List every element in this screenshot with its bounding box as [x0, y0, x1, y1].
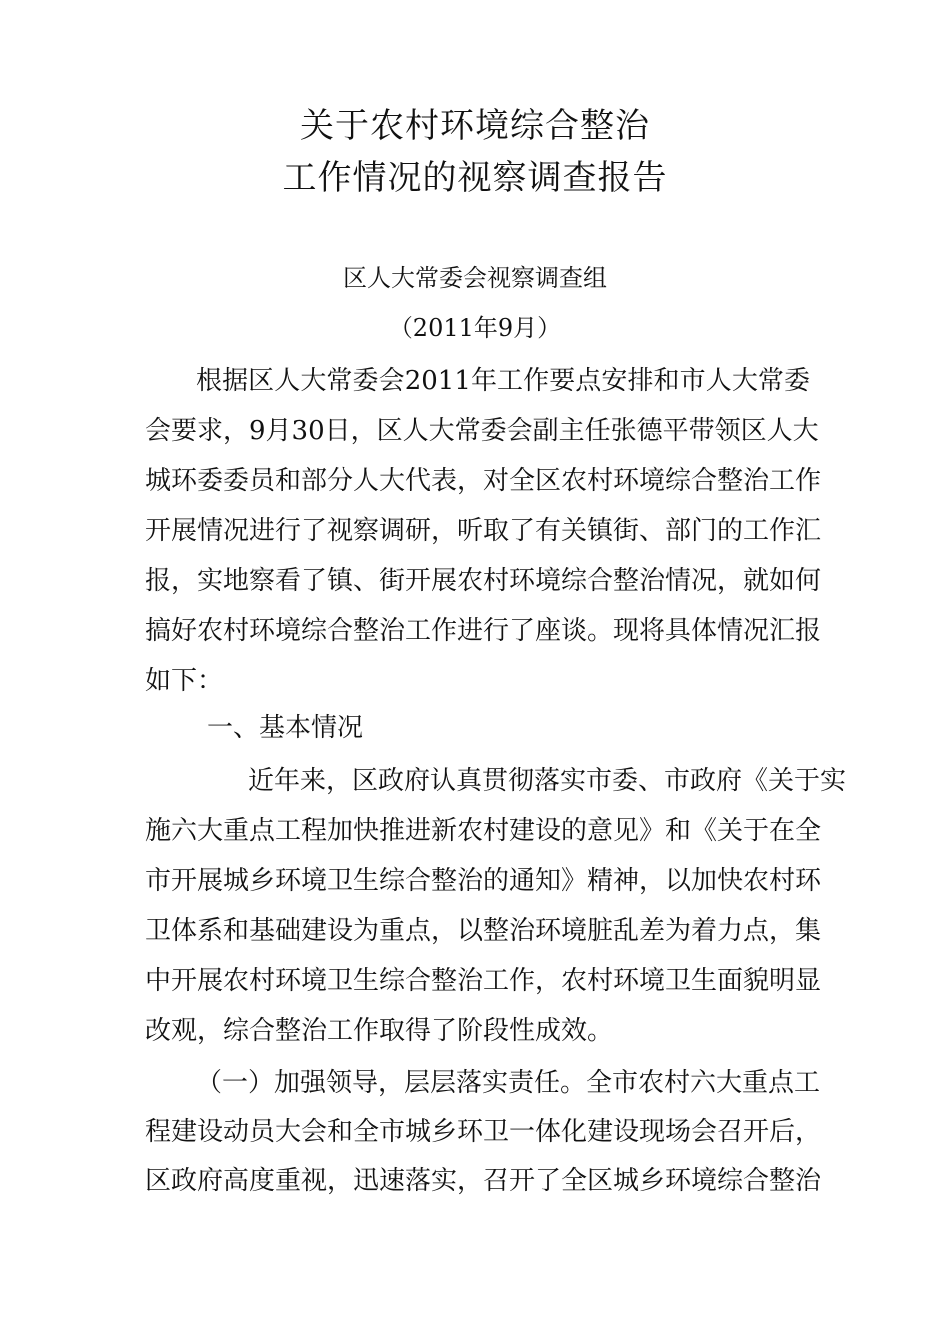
paragraph-1-line: 报，实地察看了镇、街开展农村环境综合整治情况，就如何	[145, 566, 822, 596]
paragraph-1-line: 根据区人大常委会2011年工作要点安排和市人大常委	[196, 366, 810, 396]
paragraph-1-line: 如下：	[145, 666, 224, 696]
paragraph-2-line: 市开展城乡环境卫生综合整治的通知》精神，以加快农村环	[145, 866, 822, 896]
document-title-line-2: 工作情况的视察调查报告	[282, 158, 668, 198]
document-title-line-1: 关于农村环境综合整治	[300, 106, 650, 146]
paragraph-3-line: （一）加强领导，层层落实责任。全市农村六大重点工	[196, 1068, 821, 1098]
paragraph-2-line: 改观，综合整治工作取得了阶段性成效。	[145, 1016, 614, 1046]
paragraph-3-line: 程建设动员大会和全市城乡环卫一体化建设现场会召开后，	[145, 1117, 822, 1147]
paragraph-2-line: 卫体系和基础建设为重点，以整治环境脏乱差为着力点，集	[145, 916, 822, 946]
paragraph-3-line: 区政府高度重视，迅速落实，召开了全区城乡环境综合整治	[145, 1166, 822, 1196]
paragraph-2-line: 近年来，区政府认真贯彻落实市委、市政府《关于实	[248, 766, 847, 796]
document-author: 区人大常委会视察调查组	[343, 264, 607, 292]
paragraph-1-line: 城环委委员和部分人大代表，对全区农村环境综合整治工作	[145, 466, 822, 496]
document-date: （2011年9月）	[388, 314, 562, 342]
paragraph-1-line: 搞好农村环境综合整治工作进行了座谈。现将具体情况汇报	[145, 616, 822, 646]
paragraph-2-line: 中开展农村环境卫生综合整治工作，农村环境卫生面貌明显	[145, 966, 822, 996]
paragraph-1-line: 会要求，9月30日，区人大常委会副主任张德平带领区人大	[145, 416, 819, 446]
section-heading: 一、基本情况	[207, 713, 364, 743]
paragraph-2-line: 施六大重点工程加快推进新农村建设的意见》和《关于在全	[145, 816, 822, 846]
paragraph-1-line: 开展情况进行了视察调研，听取了有关镇街、部门的工作汇	[145, 516, 822, 546]
